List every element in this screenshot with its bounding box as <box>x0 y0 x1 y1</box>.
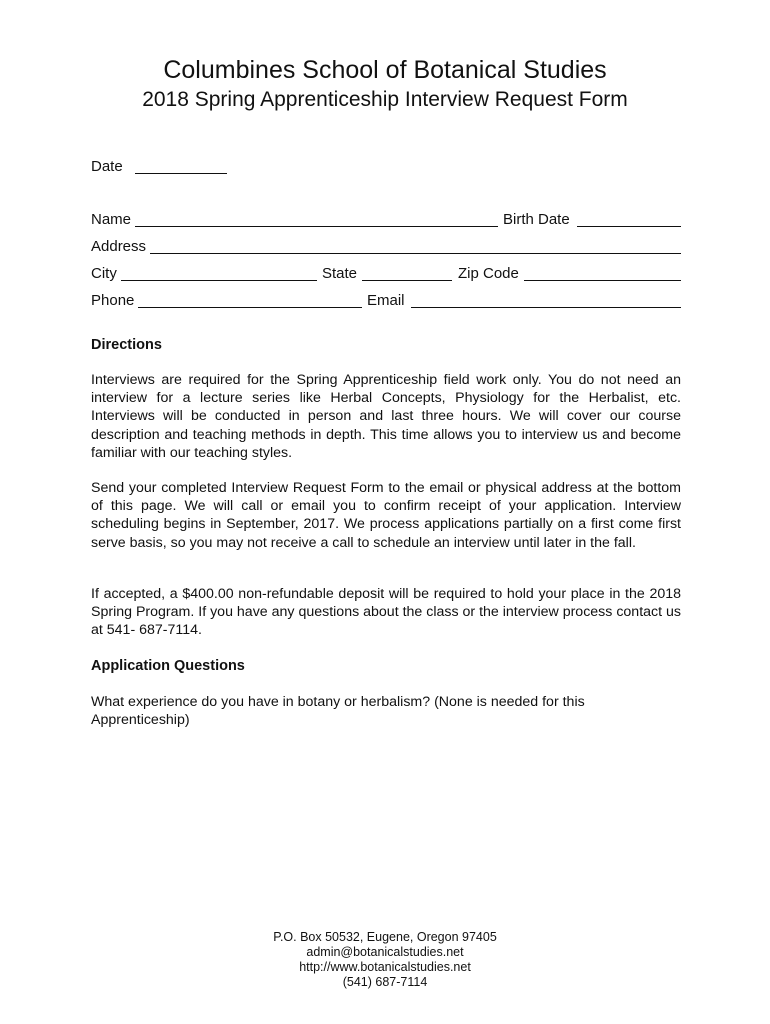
name-row <box>91 211 681 231</box>
email-field[interactable] <box>411 307 681 308</box>
state-field[interactable] <box>362 280 452 281</box>
footer-phone: (541) 687-7114 <box>342 975 428 989</box>
directions-paragraph-3: If accepted, a $400.00 non-refundable deposit will be required to hold your place in the 2018 Spring Program. If you have any questions about the class or the interview process contact us at 541- 687-7114. <box>91 586 681 639</box>
address-label: Address <box>91 238 147 255</box>
address-row <box>91 238 681 258</box>
address-field[interactable] <box>150 253 681 254</box>
date-row <box>91 158 681 178</box>
city-label: City <box>91 265 117 282</box>
city-row <box>91 265 681 285</box>
city-field[interactable] <box>121 280 317 281</box>
zip-label: Zip Code <box>458 265 519 282</box>
footer-website[interactable]: http://www.botanicalstudies.net <box>299 960 471 974</box>
birth-date-field[interactable] <box>577 226 681 227</box>
footer-email[interactable]: admin@botanicalstudies.net <box>306 945 464 959</box>
birth-date-label: Birth Date <box>503 211 570 228</box>
phone-label: Phone <box>91 292 135 309</box>
directions-paragraph-2: Send your completed Interview Request Form to the email or physical address at the bottom of this page. We will call or email you to confirm receipt of your application. Interview scheduling begins in September, 2017. We process applications partially on a first come first serve basis, so you may not receive a call to schedule an interview until later in the fall. <box>91 480 681 551</box>
form-title: 2018 Spring Apprenticeship Interview Request Form <box>142 88 628 111</box>
question-1-answer-area[interactable] <box>91 735 681 915</box>
zip-field[interactable] <box>524 280 681 281</box>
school-title: Columbines School of Botanical Studies <box>163 56 607 84</box>
phone-field[interactable] <box>138 307 362 308</box>
directions-paragraph-1: Interviews are required for the Spring Apprenticeship field work only. You do not need an interview for a lecture series like Herbal Concepts, Physiology for the Herbalist, etc. Interviews will be conducted in person and last three hours. We will cover our course description and teaching methods in depth. This time allows you to interview us and become familiar with our teaching styles. <box>91 372 681 461</box>
directions-heading: Directions <box>91 337 162 353</box>
state-label: State <box>322 265 358 282</box>
phone-row <box>91 292 681 312</box>
name-field[interactable] <box>135 226 498 227</box>
name-label: Name <box>91 211 132 228</box>
question-1: What experience do you have in botany or herbalism? (None is needed for this Apprenticeship) <box>91 694 585 729</box>
date-label: Date <box>91 158 123 175</box>
footer-contact <box>0 930 770 990</box>
application-questions-heading: Application Questions <box>91 658 245 674</box>
date-field[interactable] <box>135 173 227 174</box>
footer-address: P.O. Box 50532, Eugene, Oregon 97405 <box>273 930 497 944</box>
email-label: Email <box>367 292 405 309</box>
